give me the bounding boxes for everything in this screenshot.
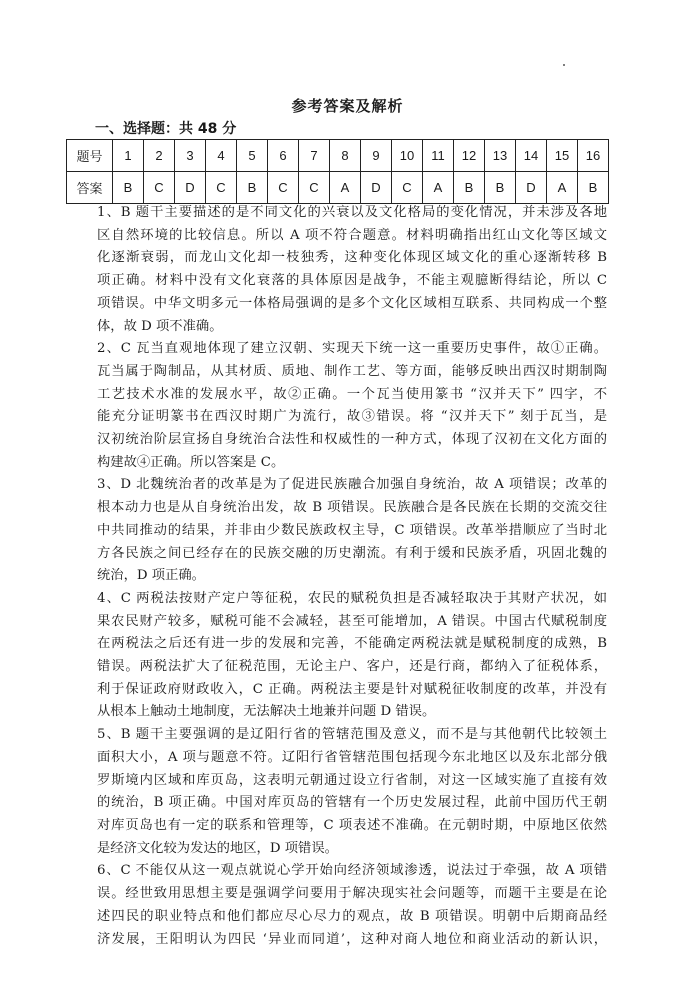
answer-cell: D [361, 172, 392, 204]
question-number: 12 [454, 140, 485, 172]
answer-cell: B [454, 172, 485, 204]
question-number: 10 [392, 140, 423, 172]
explanation-5 [97, 724, 607, 860]
question-number: 11 [423, 140, 454, 172]
text-line: 从根本上触动土地制度，无法解决土地兼并问题 D 错误。 [97, 704, 436, 720]
text-line: 在两税法之后还有进一步的发展和完善，不能确定两税法就是赋税制度的成熟，B [97, 636, 607, 652]
explanation-6 [97, 860, 607, 951]
answer-cell: C [299, 172, 330, 204]
text-line: 区自然环境的比较信息。所以 A 项不符合题意。材料明确指出红山文化等区域文 [97, 227, 607, 243]
answer-cell: D [175, 172, 206, 204]
text-line: 述四民的职业特点和他们都应尽心尽力的观点，故 B 项错误。明朝中后期商品经 [97, 908, 607, 924]
question-number: 4 [206, 140, 237, 172]
answer-cell: C [268, 172, 299, 204]
text-line: 济发展，王阳明认为四民 ‘异业而同道’，这种对商人地位和商业活动的新认识， [97, 931, 607, 947]
text-line: 瓦当属于陶制品，从其材质、质地、制作工艺、等方面，能够反映出西汉时期制陶 [97, 363, 607, 379]
question-number: 16 [578, 140, 609, 172]
answer-cell: A [330, 172, 361, 204]
text-line: 6、C 不能仅从这一观点就说心学开始向经济领域渗透，说法过于牵强，故 A 项错 [97, 863, 607, 879]
question-number: 7 [299, 140, 330, 172]
text-line: 构建故④正确。所以答案是 C。 [97, 454, 285, 470]
text-line: 工艺技术水准的发展水平，故②正确。一个瓦当使用篆书 “汉并天下” 四字，不 [97, 386, 607, 402]
question-number: 14 [516, 140, 547, 172]
explanations [97, 202, 607, 951]
text-line: 化逐渐衰弱，而龙山文化却一枝独秀，这种变化体现区域文化的重心逐渐转移 B [97, 250, 607, 266]
text-line: 汉初统治阶层宣扬自身统治合法性和权威性的一种方式，体现了汉初在文化方面的 [97, 432, 607, 448]
explanation-4 [97, 588, 607, 724]
text-line: 根本动力也是从自身统治出发，故 B 项错误。民族融合是各民族在长期的交流交往 [97, 500, 607, 516]
text-line: 罗斯境内区域和库页岛，这表明元朝通过设立行省制，对这一区域实施了直接有效 [97, 772, 607, 788]
question-number: 8 [330, 140, 361, 172]
question-number: 2 [144, 140, 175, 172]
row-label-number: 题号 [67, 140, 113, 172]
row-label-answer: 答案 [67, 172, 113, 204]
text-line: 面积大小，A 项与题意不符。辽阳行省管辖范围包括现今东北地区以及东北部分俄 [97, 749, 607, 765]
text-line: 4、C 两税法按财产定户等征税，农民的赋税负担是否减轻取决于其财产状况，如 [97, 590, 607, 606]
question-number: 6 [268, 140, 299, 172]
answer-row [67, 172, 609, 204]
text-line: 3、D 北魏统治者的改革是为了促进民族融合加强自身统治，故 A 项错误；改革的 [97, 477, 607, 493]
number-row [67, 140, 609, 172]
question-number: 1 [113, 140, 144, 172]
text-line: 1、B 题干主要描述的是不同文化的兴衰以及文化格局的变化情况，并未涉及各地 [97, 205, 607, 220]
text-line: 的统治，B 项正确。中国对库页岛的管辖有一个历史发展过程，此前中国历代王朝 [97, 795, 607, 811]
text-line: 中共同推动的结果，并非由少数民族政权主导，C 项错误。改革举措顺应了当时北 [97, 522, 607, 538]
question-number: 15 [547, 140, 578, 172]
explanation-3 [97, 474, 607, 588]
question-number: 13 [485, 140, 516, 172]
answer-cell: C [144, 172, 175, 204]
answer-cell: D [516, 172, 547, 204]
answer-cell: A [423, 172, 454, 204]
answer-cell: B [113, 172, 144, 204]
text-line: 体，故 D 项不准确。 [97, 318, 223, 334]
text-line: 5、B 题干主要强调的是辽阳行省的管辖范围及意义，而不是与其他朝代比较领土 [97, 727, 607, 743]
text-line: 项正确。材料中没有文化衰落的具体原因是战争，不能主观臆断得结论，所以 C [97, 273, 607, 289]
text-line: 错误。两税法扩大了征税范围，无论主户、客户，还是行商，都纳入了征税体系， [97, 659, 607, 675]
text-line: 项错误。中华文明多元一体格局强调的是多个文化区域相互联系、共同构成一个整 [97, 295, 607, 311]
scan-dot [563, 64, 565, 66]
answer-cell: A [547, 172, 578, 204]
question-number: 5 [237, 140, 268, 172]
text-line: 误。经世致用思想主要是强调学问要用于解决现实社会问题等，而题干主要是在论 [97, 886, 607, 902]
explanation-1 [97, 202, 607, 338]
page-title: 参考答案及解析 [291, 97, 404, 115]
section-heading: 一、选择题：共 48 分 [95, 121, 237, 137]
text-line: 是经济文化较为发达的地区，D 项错误。 [97, 840, 338, 856]
answer-cell: B [485, 172, 516, 204]
answer-cell: B [578, 172, 609, 204]
text-line: 果农民财产较多，赋税可能不会减轻，甚至可能增加，A 错误。中国古代赋税制度 [97, 613, 607, 629]
answer-cell: C [392, 172, 423, 204]
question-number: 9 [361, 140, 392, 172]
answer-cell: B [237, 172, 268, 204]
text-line: 能充分证明篆书在西汉时期广为流行，故③错误。将 “汉并天下” 刻于瓦当，是 [97, 409, 607, 425]
text-line: 对库页岛也有一定的联系和管理等，C 项表述不准确。在元朝时期，中原地区依然 [97, 817, 607, 833]
text-line: 方各民族之间已经存在的民族交融的历史潮流。有利于缓和民族矛盾，巩固北魏的 [97, 545, 607, 561]
text-line: 统治，D 项正确。 [97, 568, 205, 584]
explanation-2 [97, 338, 607, 474]
answer-table [66, 139, 609, 204]
question-number: 3 [175, 140, 206, 172]
text-line: 2、C 瓦当直观地体现了建立汉朝、实现天下统一这一重要历史事件，故①正确。 [97, 341, 607, 357]
answer-cell: C [206, 172, 237, 204]
text-line: 利于保证政府财政收入，C 正确。两税法主要是针对赋税征收制度的改革，并没有 [97, 681, 607, 697]
